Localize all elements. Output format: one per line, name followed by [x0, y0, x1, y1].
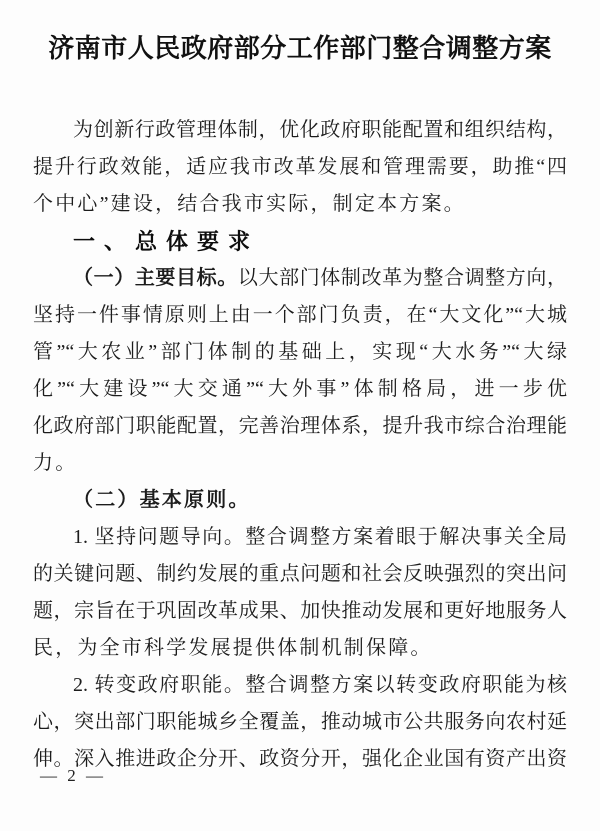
- text-line: [33, 556, 567, 593]
- text-line: [33, 112, 567, 149]
- text-line: [33, 371, 567, 408]
- text-line: [33, 297, 567, 334]
- text-line: [33, 260, 567, 297]
- text-segment: 坚持一件事情原则上由一个部门负责，在“大文化”“大城: [33, 304, 567, 326]
- text-segment: 管”“大农业”部门体制的基础上，实现“大水务”“大绿: [33, 341, 567, 363]
- text-segment: 化”“大建设”“大交通”“大外事”体制格局，进一步优: [33, 378, 567, 400]
- text-line: [33, 445, 567, 482]
- text-segment: 伸。深入推进政企分开、政资分开，强化企业国有资产出资: [33, 748, 567, 770]
- text-line: [33, 667, 567, 704]
- text-segment: 的关键问题、制约发展的重点问题和社会反映强烈的突出问: [33, 563, 567, 585]
- text-line: [33, 223, 567, 260]
- text-line: [33, 334, 567, 371]
- text-segment: 力。: [33, 452, 78, 474]
- lead-phrase: （一）主要目标。: [73, 267, 238, 289]
- text-line: [33, 186, 567, 223]
- text-line: [33, 408, 567, 445]
- text-line: [33, 704, 567, 741]
- text-line: [33, 149, 567, 186]
- lead-phrase: （二）基本原则。: [73, 489, 251, 511]
- text-segment: 以大部门体制改革为整合调整方向，: [237, 267, 568, 289]
- text-segment: 心，突出部门职能城乡全覆盖，推动城市公共服务向农村延: [33, 711, 567, 733]
- text-segment: 民，为全市科学发展提供体制机制保障。: [33, 637, 433, 659]
- text-line: [33, 519, 567, 556]
- text-segment: 2. 转变政府职能。整合调整方案以转变政府职能为核: [73, 674, 567, 696]
- document-body: [33, 112, 567, 778]
- text-line: [33, 630, 567, 667]
- text-line: [33, 741, 567, 778]
- text-segment: 化政府部门职能配置，完善治理体系，提升我市综合治理能: [33, 415, 567, 437]
- text-segment: 个中心”建设，结合我市实际，制定本方案。: [33, 193, 466, 215]
- text-segment: 提升行政效能，适应我市改革发展和管理需要，助推“四: [33, 156, 567, 178]
- document-title: 济南市人民政府部分工作部门整合调整方案: [48, 34, 552, 63]
- page-number: — 2 —: [40, 766, 106, 785]
- text-line: [33, 593, 567, 630]
- lead-phrase: 一、总体要求: [73, 229, 260, 254]
- text-line: [33, 482, 567, 519]
- text-segment: 1. 坚持问题导向。整合调整方案着眼于解决事关全局: [73, 526, 567, 548]
- text-segment: 为创新行政管理体制，优化政府职能配置和组织结构，: [73, 119, 567, 141]
- text-segment: 题，宗旨在于巩固改革成果、加快推动发展和更好地服务人: [33, 600, 567, 622]
